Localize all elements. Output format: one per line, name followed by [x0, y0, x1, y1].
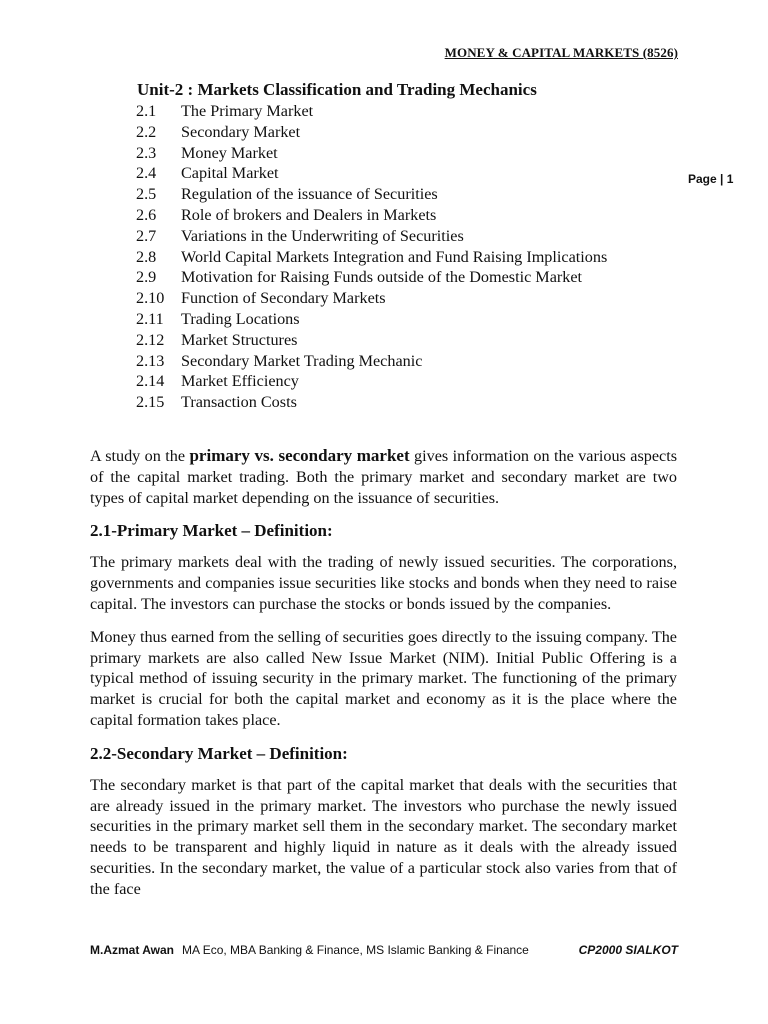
toc-title: World Capital Markets Integration and Fund Raising Implications	[181, 247, 608, 266]
toc-title: Secondary Market	[181, 122, 301, 141]
paragraph: The primary markets deal with the trading of newly issued securities. The corporations, governments and companies issue securities like stocks and bonds when they need to raise capital. The investors can purchase the stocks or bonds issued by the companies.	[90, 553, 677, 613]
section-heading-secondary: 2.2-Secondary Market – Definition:	[90, 743, 348, 763]
toc-item	[136, 143, 607, 164]
toc-number: 2.4	[136, 164, 157, 183]
toc-number: 2.2	[136, 122, 157, 141]
toc-title: Market Efficiency	[181, 372, 299, 391]
toc-title: Motivation for Raising Funds outside of the Domestic Market	[181, 268, 583, 287]
toc-item	[136, 226, 607, 247]
toc-title: Variations in the Underwriting of Securities	[181, 226, 464, 245]
page-number: Page | 1	[688, 172, 734, 186]
table-of-contents	[136, 101, 607, 413]
toc-title: Trading Locations	[181, 309, 300, 328]
toc-title: The Primary Market	[181, 102, 314, 120]
footer-location: CP2000 SIALKOT	[578, 943, 678, 957]
toc-number: 2.15	[136, 393, 165, 412]
toc-title: Money Market	[181, 143, 278, 162]
toc-item	[136, 392, 607, 413]
toc-item	[136, 309, 607, 330]
intro-emphasis: primary vs. secondary market	[189, 446, 410, 465]
toc-number: 2.10	[136, 289, 165, 308]
toc-item	[136, 101, 607, 122]
toc-title: Function of Secondary Markets	[181, 289, 386, 308]
footer-author: M.Azmat Awan	[90, 943, 175, 957]
section-heading-primary: 2.1-Primary Market – Definition:	[90, 521, 333, 541]
toc-title: Transaction Costs	[181, 393, 297, 412]
running-header: MONEY & CAPITAL MARKETS (8526)	[444, 45, 678, 60]
body-text	[90, 446, 677, 912]
toc-number: 2.1	[136, 102, 157, 120]
toc-item	[136, 267, 607, 288]
toc-item	[136, 205, 607, 226]
toc-number: 2.9	[136, 268, 157, 287]
toc-number: 2.3	[136, 143, 157, 162]
page-footer	[90, 943, 678, 957]
toc-number: 2.5	[136, 185, 157, 204]
toc-title: Market Structures	[181, 330, 298, 349]
toc-title: Secondary Market Trading Mechanic	[181, 351, 423, 370]
toc-item	[136, 247, 607, 268]
paragraph: Money thus earned from the selling of securities goes directly to the issuing company. The primary markets are also called New Issue Market (NIM). Initial Public Offering is a typical method of issuing security in the primary market. The functioning of the primary market is crucial for both the capital market and economy as it is the place where the capital formation takes place.	[90, 627, 677, 729]
toc-item	[136, 184, 607, 205]
toc-number: 2.7	[136, 226, 157, 245]
toc-item	[136, 163, 607, 184]
toc-item	[136, 288, 607, 309]
toc-number: 2.14	[136, 372, 165, 391]
intro-paragraph: A study on the primary vs. secondary market gives information on the various aspects of the capital market trading. Both the primary market and secondary market are two types of capital market depending on the issuance of securities.	[90, 446, 678, 507]
toc-number: 2.13	[136, 351, 165, 370]
toc-item	[136, 330, 607, 351]
toc-number: 2.11	[136, 309, 164, 328]
paragraph: The secondary market is that part of the capital market that deals with the securities that are already issued in the primary market. The investors who purchase the newly issued securities in the primary market sell them in the secondary market. The secondary market needs to be transparent and highly liquid in nature as it deals with the already issued securities. In the secondary market, the value of a particular stock also varies from that of the face	[90, 775, 677, 898]
toc-number: 2.6	[136, 205, 157, 224]
toc-item	[136, 371, 607, 392]
toc-number: 2.8	[136, 247, 157, 266]
toc-title: Capital Market	[181, 164, 279, 183]
toc-number: 2.12	[136, 330, 165, 349]
toc-item	[136, 122, 607, 143]
toc-title: Regulation of the issuance of Securities	[181, 185, 438, 204]
unit-title: Unit-2 : Markets Classification and Trading Mechanics	[137, 80, 537, 99]
toc-title: Role of brokers and Dealers in Markets	[181, 205, 437, 224]
toc-item	[136, 351, 607, 372]
footer-credentials: MA Eco, MBA Banking & Finance, MS Islamic Banking & Finance	[182, 943, 529, 957]
